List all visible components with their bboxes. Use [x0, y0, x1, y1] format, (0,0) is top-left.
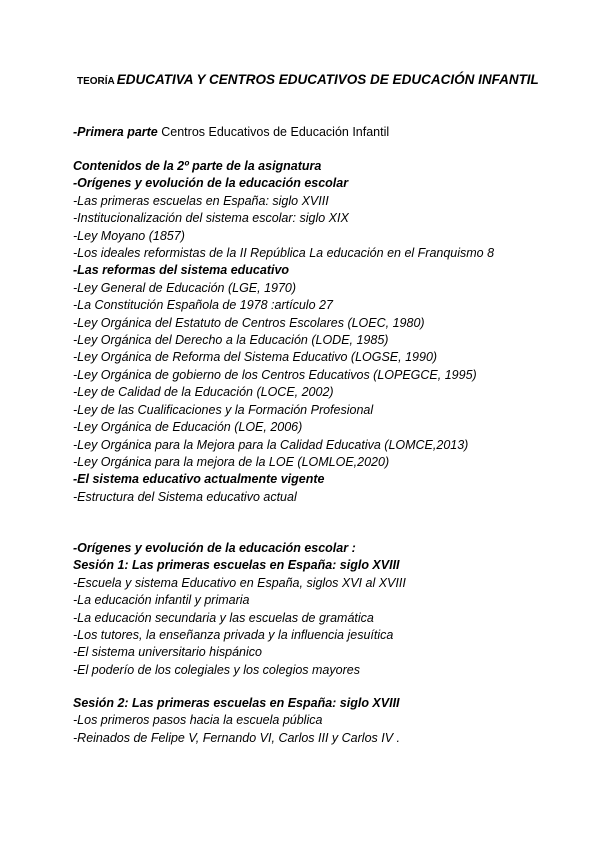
title-text: EDUCATIVA Y CENTROS EDUCATIVOS DE EDUCACIÓN INFANTIL [116, 72, 539, 87]
sesion2-heading: Sesión 2: Las primeras escuelas en España: siglo XVIII [73, 696, 400, 710]
primera-parte-label: -Primera parte [73, 125, 158, 139]
title-prefix: TEORÍA [77, 76, 115, 87]
primera-parte-text: Centros Educativos de Educación Infantil [161, 125, 390, 139]
sesion1-heading: Sesión 1: Las primeras escuelas en España: siglo XVIII [73, 558, 400, 573]
list-item: -Ley Orgánica del Derecho a la Educación (LODE, 1985) [73, 333, 389, 348]
list-item: -Ley General de Educación (LGE, 1970) [73, 280, 297, 295]
list-item: -Institucionalización del sistema escolar: siglo XIX [73, 211, 349, 226]
sesion1-section [73, 540, 543, 679]
list-item: -Reinados de Felipe V, Fernando VI, Carlos III y Carlos IV . [73, 730, 400, 745]
sesion1-section-heading: -Orígenes y evolución de la educación escolar : [73, 541, 356, 555]
vigente-heading: -El sistema educativo actualmente vigente [73, 472, 325, 487]
reformas-heading: -Las reformas del sistema educativo [73, 263, 290, 278]
contenidos-section [73, 158, 543, 506]
list-item: -Escuela y sistema Educativo en España, siglos XVI al XVIII [73, 575, 406, 590]
list-item: -Los primeros pasos hacia la escuela pública [73, 713, 323, 728]
list-item: -Ley Orgánica de Educación (LOE, 2006) [73, 420, 303, 435]
list-item: -Ley Orgánica del Estatuto de Centros Escolares (LOEC, 1980) [73, 315, 425, 330]
list-item: -Ley de las Cualificaciones y la Formación Profesional [73, 402, 374, 417]
list-item: -Los tutores, la enseñanza privada y la influencia jesuítica [73, 628, 394, 643]
list-item: -El poderío de los colegiales y los colegios mayores [73, 662, 360, 677]
list-item: -Ley Orgánica de gobierno de los Centros Educativos (LOPEGCE, 1995) [73, 367, 477, 382]
list-item: -Ley Moyano (1857) [73, 228, 185, 243]
primera-parte-line [73, 124, 543, 141]
list-item: -La educación infantil y primaria [73, 593, 250, 608]
list-item: -Ley Orgánica para la mejora de la LOE (LOMLOE,2020) [73, 454, 390, 469]
list-item: -El sistema universitario hispánico [73, 645, 262, 660]
list-item: -La Constitución Española de 1978 :artículo 27 [73, 298, 333, 313]
list-item: -Ley de Calidad de la Educación (LOCE, 2002) [73, 385, 334, 400]
contenidos-heading: Contenidos de la 2º parte de la asignatura [73, 159, 322, 173]
list-item: -Estructura del Sistema educativo actual [73, 489, 297, 504]
origenes-heading: -Orígenes y evolución de la educación escolar [73, 176, 349, 191]
list-item: -La educación secundaria y las escuelas de gramática [73, 610, 374, 625]
list-item: -Ley Orgánica de Reforma del Sistema Educativo (LOGSE, 1990) [73, 350, 438, 365]
list-item: -Las primeras escuelas en España: siglo XVIII [73, 193, 329, 208]
sesion2-section [73, 695, 543, 747]
list-item: -Los ideales reformistas de la II República La educación en el Franquismo 8 [73, 246, 495, 261]
document-title [73, 71, 543, 90]
list-item: -Ley Orgánica para la Mejora para la Calidad Educativa (LOMCE,2013) [73, 437, 469, 452]
